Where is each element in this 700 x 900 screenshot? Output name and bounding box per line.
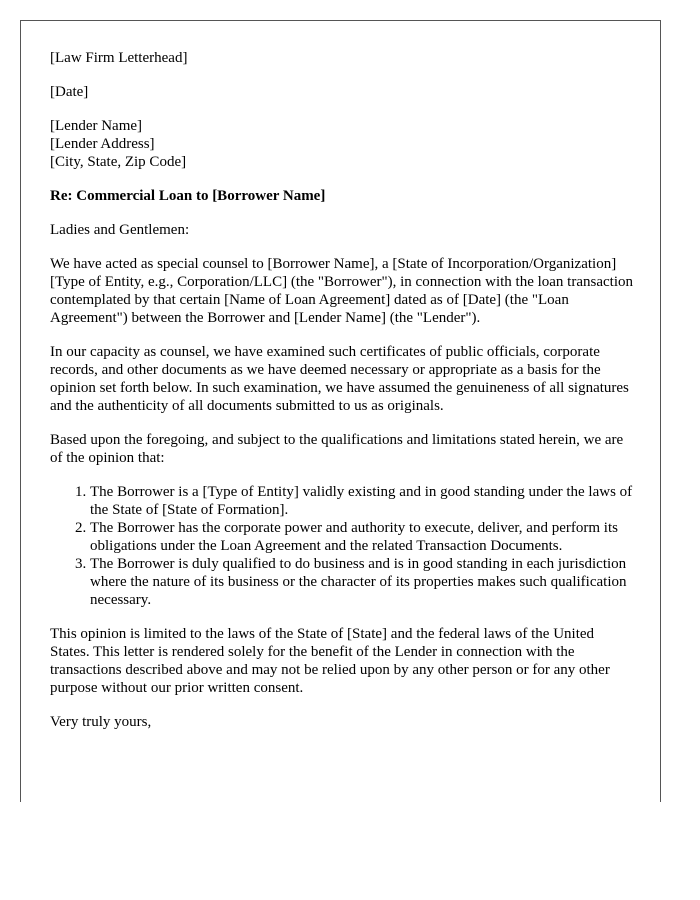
opinion-item: 2. The Borrower has the corporate power and authority to execute, deliver, and perform its obligations under the Loan Agreement and the related Transaction Documents. bbox=[90, 519, 635, 555]
recipient-address: [Lender Address] bbox=[50, 136, 155, 152]
document-page bbox=[20, 20, 661, 802]
letterhead: [Law Firm Letterhead] bbox=[50, 50, 188, 66]
salutation: Ladies and Gentlemen: bbox=[50, 222, 190, 238]
paragraph-examination: In our capacity as counsel, we have examined such certificates of public officials, corporate records, and other documents as we have deemed necessary or appropriate as a basis for the opinion set forth below. In such examination, we have assumed the genuineness of all signatures and the authenticity of all documents submitted to us as originals. bbox=[50, 344, 629, 414]
letter-date: [Date] bbox=[50, 84, 89, 100]
opinion-item: 3. The Borrower is duly qualified to do business and is in good standing in each jurisdiction where the nature of its business or the character of its properties makes such qualification necessary. bbox=[90, 555, 635, 609]
paragraph-engagement: We have acted as special counsel to [Borrower Name], a [State of Incorporation/Organization] [Type of Entity, e.g., Corporation/LLC] (the "Borrower"), in connection with the loan transaction contemplated by that certain [Name of Loan Agreement] dated as of [Date] (the "Loan Agreement") between the Borrower and [Lender Name] (the "Lender"). bbox=[50, 256, 633, 326]
recipient-name: [Lender Name] bbox=[50, 118, 143, 134]
subject-line: Re: Commercial Loan to [Borrower Name] bbox=[50, 188, 326, 204]
opinion-list bbox=[50, 483, 635, 609]
recipient-city-state-zip: [City, State, Zip Code] bbox=[50, 154, 187, 170]
opinion-letter bbox=[50, 49, 635, 747]
paragraph-opinion-intro: Based upon the foregoing, and subject to the qualifications and limitations stated herein, we are of the opinion that: bbox=[50, 432, 624, 466]
paragraph-limitations: This opinion is limited to the laws of the State of [State] and the federal laws of the United States. This letter is rendered solely for the benefit of the Lender in connection with the transactions described above and may not be relied upon by any other person or for any other purpose without our prior written consent. bbox=[50, 626, 610, 696]
opinion-item: 1. The Borrower is a [Type of Entity] validly existing and in good standing under the laws of the State of [State of Formation]. bbox=[90, 483, 635, 519]
valediction: Very truly yours, bbox=[50, 714, 152, 730]
recipient-address-block bbox=[50, 117, 635, 171]
